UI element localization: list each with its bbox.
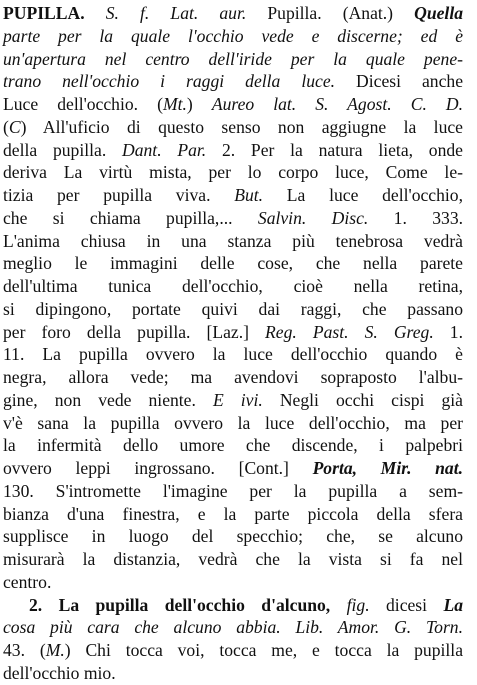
styled-text-segment: E ivi. [212, 389, 263, 410]
text-line [3, 389, 463, 412]
text-segment: dell'ultima tunica dell'occhio, cioè nella retina, [3, 276, 463, 296]
text-line [3, 298, 463, 321]
styled-text-segment: Salvin. Disc. [257, 207, 369, 228]
text-segment: 1. 333. [368, 207, 464, 228]
text-segment: 130. S'intromette l'imagine per la pupilla a sem- [3, 480, 463, 501]
text-line [3, 321, 463, 344]
styled-text-segment: trano nell'occhio i raggi della luce. [3, 71, 336, 92]
styled-text-segment: fig. [346, 594, 370, 615]
styled-text-segment: Porta, Mir. nat. [312, 458, 463, 478]
text-segment: Pupilla. (Anat.) [246, 3, 415, 23]
text-line [3, 230, 463, 253]
styled-text-segment: But. [234, 185, 264, 205]
text-line [3, 434, 463, 457]
text-segment: che si chiama pupilla,... [3, 207, 258, 228]
text-segment: dell'occhio mio. [3, 662, 116, 683]
text-segment: ) [186, 94, 212, 114]
text-segment: L'anima chiusa in una stanza più tenebrosa vedrà [3, 230, 463, 251]
text-line [3, 207, 463, 230]
styled-text-segment: C [8, 116, 21, 137]
text-segment: La luce dell'occhio, [263, 185, 463, 205]
text-line [3, 480, 463, 503]
text-segment: Negli occhi cispi già [262, 389, 463, 410]
text-segment: della pupilla. [3, 139, 122, 160]
styled-text-segment: Dant. Par. [122, 139, 207, 160]
styled-text-segment: Mt. [162, 94, 187, 114]
text-line [3, 25, 463, 48]
text-line [3, 116, 463, 139]
text-segment: deriva La virtù mista, per lo corpo luce, Come le- [3, 162, 463, 183]
text-segment: Luce dell'occhio. ( [3, 94, 163, 114]
text-line [3, 275, 463, 298]
text-segment: meglio le immagini delle cose, che nella parete [3, 253, 463, 274]
text-line [3, 139, 463, 162]
text-segment: per foro della pupilla. [Laz.] [3, 321, 266, 342]
text-line [3, 93, 463, 116]
text-segment: ( [3, 116, 9, 137]
text-line [3, 343, 463, 366]
text-line [3, 2, 463, 25]
dictionary-entry-pupilla [3, 2, 463, 685]
text-segment: 43. ( [3, 640, 46, 660]
text-line [3, 525, 463, 548]
styled-text-segment: S. f. Lat. aur. [105, 3, 247, 23]
styled-text-segment: cosa più cara che alcuno abbia. Lib. Amor. G. Torn. [3, 617, 463, 638]
text-segment: v'è sana la pupilla ovvero la luce dell'occhio, ma per [3, 412, 463, 433]
text-segment [85, 3, 106, 23]
text-segment: si dipingono, portate quivi dai raggi, che passano [3, 298, 463, 319]
styled-text-segment: un'apertura nel centro dell'iride per la quale pene- [3, 48, 463, 69]
text-segment: 11. La pupilla ovvero la luce dell'occhio quando è [3, 344, 463, 365]
text-line [3, 639, 463, 662]
styled-text-segment: M. [45, 640, 65, 660]
text-segment: negra, allora vede; ma avendovi sopraposto l'albu- [3, 367, 463, 387]
text-segment: 1. [433, 321, 464, 342]
text-segment: bianza d'una finestra, e la parte piccola della sfera [3, 503, 463, 524]
text-line [3, 503, 463, 526]
text-line [3, 366, 463, 389]
text-segment: supplisce in luogo del specchio; che, se alcuno [3, 526, 463, 547]
text-segment: la infermità dello umore che discende, i palpebri [3, 435, 463, 456]
styled-text-segment: La [443, 594, 463, 615]
text-line [3, 412, 463, 435]
text-segment: tizia per pupilla viva. [3, 185, 235, 205]
text-segment [330, 595, 346, 615]
text-line [3, 252, 463, 275]
text-segment: dicesi [369, 594, 444, 615]
text-segment: ) Chi tocca voi, tocca me, e tocca la pupilla [64, 640, 464, 660]
text-line [3, 548, 463, 571]
styled-text-segment: Aureo lat. S. Agost. C. D. [211, 94, 463, 114]
text-segment: 2. Per la natura lieta, onde [206, 139, 463, 160]
text-line [3, 161, 463, 184]
styled-text-segment: Quella [414, 3, 463, 23]
text-line [3, 184, 463, 207]
text-segment: gine, non vede niente. [3, 389, 213, 410]
text-segment: ovvero leppi ingrossano. [Cont.] [3, 458, 313, 478]
text-line [3, 70, 463, 93]
styled-text-segment: PUPILLA. [3, 3, 85, 23]
text-line [3, 457, 463, 480]
text-segment: Dicesi anche [335, 71, 464, 92]
text-segment: centro. [3, 571, 52, 592]
styled-text-segment: Reg. Past. S. Greg. [265, 321, 434, 342]
text-segment: ) All'uficio di questo senso non aggiugne la luce [20, 116, 463, 137]
text-line [3, 662, 463, 685]
text-line [3, 571, 463, 594]
styled-text-segment: parte per la quale l'occhio vede e discerne; ed è [3, 25, 463, 46]
styled-text-segment: 2. La pupilla dell'occhio d'alcuno, [29, 594, 331, 615]
text-line [3, 616, 463, 639]
text-segment: misurarà la distanzia, vedrà che la vista si fa nel [3, 549, 463, 569]
text-line [3, 594, 463, 617]
text-line [3, 48, 463, 71]
